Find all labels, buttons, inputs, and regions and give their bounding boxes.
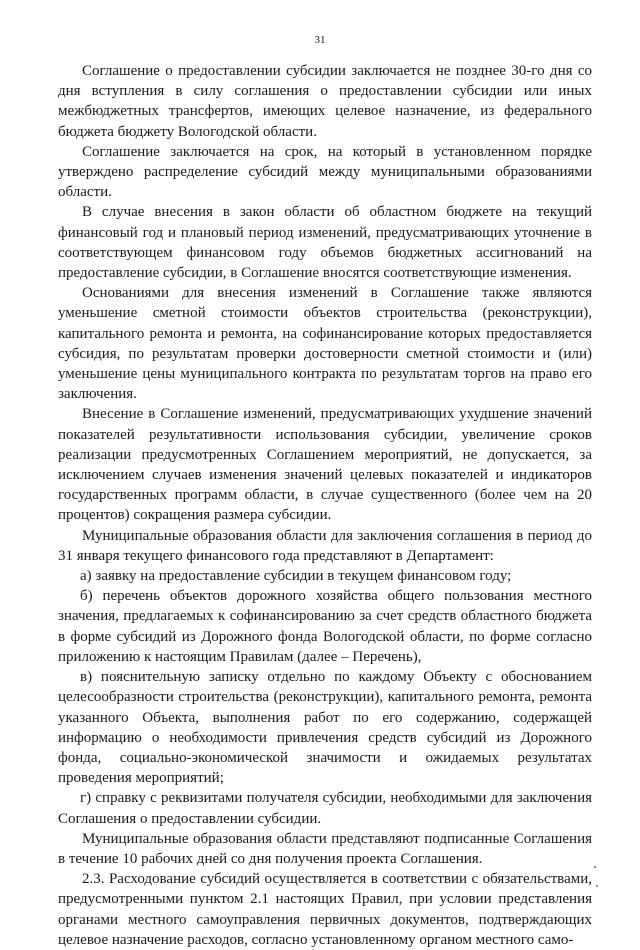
list-item: б) перечень объектов дорожного хозяйства общего пользования местного значения, предлагаемых к софинансированию за счет средств областного бюджета в форме субсидий из Дорожного фонда Вологодской области, по форме согласно приложению к настоящим Правилам (далее – Перечень), (58, 588, 592, 665)
list-item: в) пояснительную записку отдельно по каждому Объекту с обоснованием целесообразности строительства (реконструкции), капитального ремонта, ремонта указанного Объекта, выполнения работ по его содержанию, содержащей информацию о необходимости привлечения средств субсидий из Дорожного фонда, социально-экономической значимости и ожидаемых результатах проведения мероприятий; (58, 669, 592, 787)
paragraph: Муниципальные образования области представляют подписанные Соглашения в течение 10 рабочих дней со дня получения проекта Соглашения. (58, 830, 592, 867)
paragraph: Внесение в Соглашение изменений, предусматривающих ухудшение значений показателей результативности использования субсидии, увеличение сроков реализации предусмотренных Соглашением мероприятий, не допускается, за исключением случаев изменения значений целевых показателей и индикаторов государственных программ области, в случае существенного (более чем на 20 процентов) сокращения размера субсидии. (58, 406, 592, 524)
paragraph: Соглашение заключается на срок, на который в установленном порядке утверждено распределение субсидий между муниципальными образованиями области. (58, 143, 592, 201)
paragraph: В случае внесения в закон области об областном бюджете на текущий финансовый год и плановый период изменений, предусматривающих уточнение в соответствующем финансовом году объемов бюджетных ассигнований на предоставление субсидии, в Соглашение вносятся соответствующие изменения. (58, 204, 592, 282)
list-item: г) справку с реквизитами получателя субсидии, необходимыми для заключения Соглашения о предоставлении субсидии. (58, 790, 592, 827)
paragraph: 2.3. Расходование субсидий осуществляется в соответствии с обязательствами, предусмотренными пунктом 2.1 настоящих Правил, при условии представления органами местного самоуправления первичных документов, подтверждающих целевое назначение расходов, согласно установленному органом местного само- (58, 871, 592, 948)
page-number: 31 (314, 34, 326, 46)
paragraph: Муниципальные образования области для заключения соглашения в период до 31 января текущего финансового года представляют в Департамент: (58, 527, 592, 564)
paragraph: Соглашение о предоставлении субсидии заключается не позднее 30-го дня со дня вступления в силу соглашения о предоставлении субсидии или иных межбюджетных трансфертов, имеющих целевое назначение, из федерального бюджета бюджету Вологодской области. (58, 63, 592, 140)
document-body (58, 61, 592, 950)
scan-speck (596, 885, 598, 887)
list-item: а) заявку на предоставление субсидии в текущем финансовом году; (80, 568, 512, 585)
scan-speck (594, 866, 596, 868)
paragraph: Основаниями для внесения изменений в Соглашение также являются уменьшение сметной стоимости объектов строительства (реконструкции), капитального ремонта и ремонта, на софинансирование которых предоставляется субсидия, по результатам проверки достоверности сметной стоимости и (или) уменьшение цены муниципального контракта по результатам торгов на право его заключения. (58, 285, 592, 403)
